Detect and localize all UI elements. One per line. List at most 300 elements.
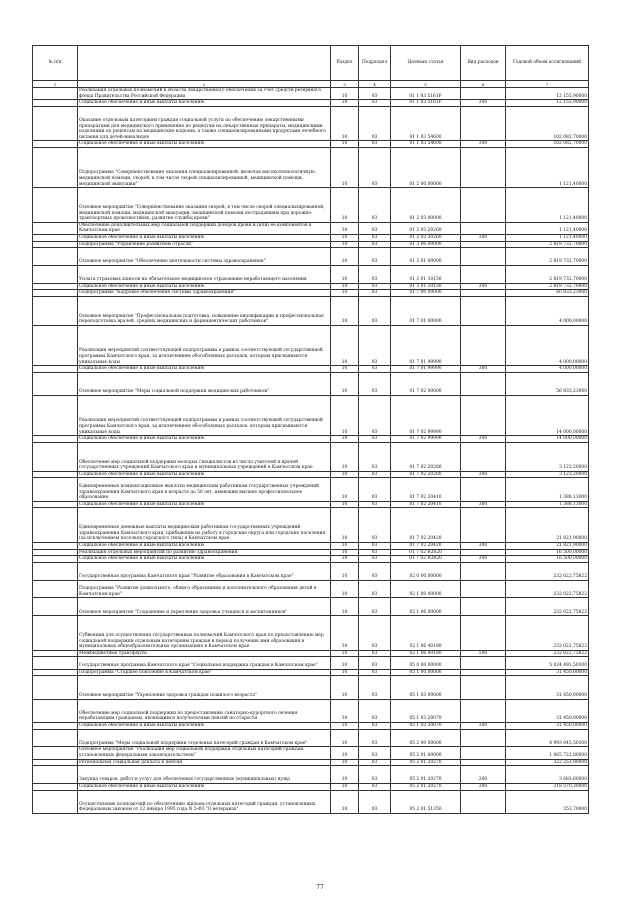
table-row <box>33 722 589 729</box>
row-podrazdel: 03 <box>359 290 391 297</box>
row-amount: 3 123,20000 <box>506 471 589 478</box>
row-podrazdel: 03 <box>359 106 391 141</box>
row-name: Основное мероприятие "Меры социальной поддержки медицинских работников" <box>78 372 331 395</box>
row-number <box>33 396 78 436</box>
row-podrazdel: 03 <box>359 372 391 395</box>
row-csr: 01 7 02 R3820 <box>391 549 461 556</box>
row-podrazdel: 03 <box>359 241 391 248</box>
row-vr <box>461 325 506 365</box>
table-row <box>33 650 589 657</box>
header-name <box>78 46 331 81</box>
row-number <box>33 265 78 283</box>
row-csr: 01 7 02 00000 <box>391 372 461 395</box>
row-csr: 02 1 06 40180 <box>391 616 461 651</box>
row-csr: 01 3 00 00000 <box>391 241 461 248</box>
row-name: Уплата страховых взносов на обязательное медицинское страхование неработающего населения <box>78 265 331 283</box>
table-row <box>33 562 589 580</box>
row-number <box>33 478 78 501</box>
row-number <box>33 616 78 651</box>
row-number <box>33 556 78 563</box>
row-vr <box>461 442 506 471</box>
row-vr: 300 <box>461 366 506 373</box>
row-number <box>33 141 78 148</box>
row-razdel: 10 <box>331 471 359 478</box>
row-amount: 16 500,00000 <box>506 556 589 563</box>
row-razdel: 10 <box>331 222 359 234</box>
row-amount: 56 833,23000 <box>506 372 589 395</box>
row-amount: 102 082,70000 <box>506 141 589 148</box>
row-amount: 4 993 043,50300 <box>506 729 589 747</box>
row-amount: 1 388,13000 <box>506 501 589 508</box>
row-vr: 300 <box>461 783 506 790</box>
row-vr: 300 <box>461 234 506 241</box>
row-razdel: 10 <box>331 783 359 790</box>
row-number <box>33 241 78 248</box>
table-row <box>33 248 589 266</box>
table-row <box>33 396 589 436</box>
row-amount: 2 819 732,70000 <box>506 265 589 283</box>
row-csr: 01 7 00 00000 <box>391 290 461 297</box>
row-razdel: 10 <box>331 88 359 100</box>
row-podrazdel: 03 <box>359 222 391 234</box>
row-podrazdel: 03 <box>359 549 391 556</box>
row-razdel: 10 <box>331 296 359 325</box>
row-name: Обеспечение мер социальной поддержки молодых специалистов из числа учителей и врачей государственных учреждений Камчатского края и муниципальных учреждений в Камчатском крае <box>78 442 331 471</box>
row-podrazdel: 03 <box>359 598 391 616</box>
row-name: Социальное обеспечение и иные выплаты населению <box>78 556 331 563</box>
row-amount: 4 000,00000 <box>506 325 589 365</box>
row-csr: 01 7 02 R3820 <box>391 556 461 563</box>
column-number: 6 <box>461 81 506 88</box>
row-csr: 05 1 03 00000 <box>391 676 461 699</box>
header-no: № п/п <box>33 46 78 81</box>
row-name: Основное мероприятие "Обеспечение деятельности системы здравоохранения" <box>78 248 331 266</box>
row-amount: 232 022,75822 <box>506 650 589 657</box>
row-razdel: 10 <box>331 676 359 699</box>
column-number: 2 <box>78 81 331 88</box>
page-number: 77 <box>316 884 324 891</box>
row-razdel: 10 <box>331 650 359 657</box>
row-amount: 1 065 722,80000 <box>506 747 589 759</box>
row-number <box>33 783 78 790</box>
row-amount: 31 450,00000 <box>506 676 589 699</box>
row-name: Единовременные денежные выплаты медицинским работникам государственных учреждений здравоохранения Камчатского края, прибывшим на работу в городские округа или городские поселения (за исключением поселков городского типа) в Камчатском крае <box>78 508 331 543</box>
row-name: Реализация отдельных мероприятий по развитию здравоохранения <box>78 549 331 556</box>
row-podrazdel: 03 <box>359 234 391 241</box>
row-amount: 21 821,90000 <box>506 543 589 550</box>
row-razdel: 10 <box>331 436 359 443</box>
table-row <box>33 372 589 395</box>
row-amount: 232 022,75822 <box>506 598 589 616</box>
row-podrazdel: 03 <box>359 248 391 266</box>
row-vr <box>461 106 506 141</box>
row-vr <box>461 290 506 297</box>
row-csr: 05 2 01 20270 <box>391 783 461 790</box>
row-number <box>33 442 78 471</box>
row-amount: 21 821,90000 <box>506 508 589 543</box>
row-name: Осуществление полномочий по обеспечению жильем отдельных категорий граждан, установленных Федеральным законом от 12 января 1995 года N 5-ФЗ "О ветеранах" <box>78 790 331 813</box>
row-number <box>33 580 78 598</box>
row-name: Оказание отдельным категориям граждан социальной услуги по обеспечению лекарственными препаратами для медицинского применения по рецептам на лекарственные препараты, медицинскими изделиями по рецептам на медицинские изделия, а также специализированными продуктами лечебного питания для детей-инвалидов <box>78 106 331 141</box>
row-csr: 01 2 03 00000 <box>391 188 461 223</box>
row-razdel: 10 <box>331 234 359 241</box>
row-vr: 300 <box>461 722 506 729</box>
row-razdel: 10 <box>331 729 359 747</box>
table-row <box>33 241 589 248</box>
row-name: Основное мероприятие "Сохранение и укрепление здоровья учащихся и воспитанников" <box>78 598 331 616</box>
row-amount: 12 155,90000 <box>506 88 589 100</box>
row-amount: 4 000,00000 <box>506 366 589 373</box>
row-number <box>33 501 78 508</box>
row-name: Государственная программа Камчатского края "Социальная поддержка граждан в Камчатском крае" <box>78 657 331 669</box>
row-csr: 01 1 03 54600 <box>391 106 461 141</box>
row-number <box>33 729 78 747</box>
row-podrazdel: 03 <box>359 265 391 283</box>
row-podrazdel: 03 <box>359 508 391 543</box>
row-razdel: 10 <box>331 248 359 266</box>
row-number <box>33 508 78 543</box>
row-name: Основное мероприятие "Профессиональная подготовка, повышение квалификации и профессиональная переподготовка врачей, средних медицинских и фармацевтических работников" <box>78 296 331 325</box>
row-vr <box>461 580 506 598</box>
row-razdel: 10 <box>331 283 359 290</box>
row-podrazdel: 03 <box>359 759 391 766</box>
column-number: 7 <box>506 81 589 88</box>
row-name: Подпрограмма "Меры социальной поддержки отдельных категорий граждан в Камчатском крае" <box>78 729 331 747</box>
row-podrazdel: 03 <box>359 790 391 813</box>
row-csr: 01 1 03 54600 <box>391 141 461 148</box>
row-csr: 05 1 03 20070 <box>391 722 461 729</box>
row-podrazdel: 03 <box>359 722 391 729</box>
row-razdel: 10 <box>331 657 359 669</box>
table-row <box>33 783 589 790</box>
table-row <box>33 366 589 373</box>
row-podrazdel: 03 <box>359 141 391 148</box>
row-csr: 01 7 02 20410 <box>391 501 461 508</box>
row-number <box>33 766 78 784</box>
row-vr <box>461 676 506 699</box>
row-csr: 01 3 01 10150 <box>391 265 461 283</box>
table-row <box>33 265 589 283</box>
row-name: Подпрограмма "Совершенствование оказания специализированной, включая высокотехнологичную, медицинской помощи, скорой, в том числе скорой специализированной, медицинской помощи, медицинской эвакуации" <box>78 147 331 187</box>
table-row <box>33 296 589 325</box>
table-row <box>33 580 589 598</box>
table-row <box>33 543 589 550</box>
row-vr <box>461 759 506 766</box>
row-csr: 01 3 01 10150 <box>391 283 461 290</box>
row-podrazdel: 03 <box>359 396 391 436</box>
row-podrazdel: 03 <box>359 676 391 699</box>
row-vr <box>461 222 506 234</box>
row-vr <box>461 747 506 759</box>
row-razdel: 10 <box>331 188 359 223</box>
row-razdel: 10 <box>331 759 359 766</box>
table-row <box>33 442 589 471</box>
row-number <box>33 650 78 657</box>
row-amount: 1 121,40000 <box>506 147 589 187</box>
row-razdel: 10 <box>331 747 359 759</box>
row-podrazdel: 03 <box>359 766 391 784</box>
row-csr: 05 2 01 00000 <box>391 747 461 759</box>
table-row <box>33 657 589 669</box>
table-row <box>33 598 589 616</box>
row-vr: 300 <box>461 471 506 478</box>
row-number <box>33 669 78 676</box>
row-csr: 01 7 02 99990 <box>391 436 461 443</box>
row-podrazdel: 03 <box>359 436 391 443</box>
row-csr: 01 3 01 00000 <box>391 248 461 266</box>
row-amount: 14 000,00000 <box>506 396 589 436</box>
row-number <box>33 147 78 187</box>
row-podrazdel: 03 <box>359 471 391 478</box>
header-razdel: Раздел <box>331 46 359 81</box>
row-csr: 01 7 02 20420 <box>391 543 461 550</box>
row-vr <box>461 790 506 813</box>
header-vr: Вид расходов <box>461 46 506 81</box>
row-podrazdel: 03 <box>359 747 391 759</box>
row-number <box>33 290 78 297</box>
row-podrazdel: 03 <box>359 650 391 657</box>
table-row <box>33 188 589 223</box>
row-vr <box>461 241 506 248</box>
row-number <box>33 722 78 729</box>
row-vr <box>461 616 506 651</box>
row-razdel: 10 <box>331 790 359 813</box>
table-row <box>33 616 589 651</box>
row-name: Социальное обеспечение и иные выплаты населению <box>78 100 331 107</box>
row-name: Реализация мероприятий соответствующей подпрограммы в рамках соответствующей государственной программы Камчатского края, за исключением обособленных расходов, которым присваиваются уникальные коды <box>78 325 331 365</box>
row-csr: 01 1 03 5161F <box>391 100 461 107</box>
row-name: Подпрограмма "Управление развитием отрасли" <box>78 241 331 248</box>
table-row <box>33 766 589 784</box>
row-name: Социальное обеспечение и иные выплаты населению <box>78 141 331 148</box>
row-amount: 5 024 493,50300 <box>506 657 589 669</box>
row-podrazdel: 03 <box>359 147 391 187</box>
row-csr: 05 1 00 00000 <box>391 669 461 676</box>
row-vr: 300 <box>461 100 506 107</box>
column-number: 3 <box>331 81 359 88</box>
column-number: 1 <box>33 81 78 88</box>
row-razdel: 10 <box>331 580 359 598</box>
row-csr: 01 1 03 5161F <box>391 88 461 100</box>
row-razdel: 10 <box>331 372 359 395</box>
row-number <box>33 562 78 580</box>
table-row <box>33 501 589 508</box>
row-amount: 1 388,13000 <box>506 478 589 501</box>
table-row <box>33 222 589 234</box>
row-csr: 02 1 06 40180 <box>391 650 461 657</box>
row-vr <box>461 396 506 436</box>
table-row <box>33 669 589 676</box>
row-amount: 14 000,00000 <box>506 436 589 443</box>
row-podrazdel: 03 <box>359 543 391 550</box>
row-amount: 232 022,75822 <box>506 562 589 580</box>
row-razdel: 10 <box>331 442 359 471</box>
row-number <box>33 372 78 395</box>
table-row <box>33 141 589 148</box>
row-csr: 01 7 02 99990 <box>391 396 461 436</box>
row-podrazdel: 03 <box>359 283 391 290</box>
row-name: Государственная программа Камчатского края "Развитие образования в Камчатском крае" <box>78 562 331 580</box>
row-razdel: 10 <box>331 669 359 676</box>
row-amount: 2 819 732,70000 <box>506 248 589 266</box>
row-razdel: 10 <box>331 543 359 550</box>
row-razdel: 10 <box>331 508 359 543</box>
row-amount: 1 121,40000 <box>506 234 589 241</box>
column-number-row <box>33 81 589 88</box>
table-row <box>33 790 589 813</box>
table-row <box>33 478 589 501</box>
row-csr: 01 7 02 20420 <box>391 508 461 543</box>
row-podrazdel: 03 <box>359 669 391 676</box>
row-name: Социальное обеспечение и иные выплаты населению <box>78 783 331 790</box>
table-row <box>33 88 589 100</box>
row-podrazdel: 03 <box>359 699 391 722</box>
row-number <box>33 657 78 669</box>
row-vr <box>461 147 506 187</box>
row-csr: 01 2 03 20260 <box>391 234 461 241</box>
row-podrazdel: 03 <box>359 296 391 325</box>
row-number <box>33 100 78 107</box>
row-name: Социальное обеспечение и иные выплаты населению <box>78 366 331 373</box>
row-amount: 318 570,30000 <box>506 783 589 790</box>
row-razdel: 10 <box>331 147 359 187</box>
table-row <box>33 234 589 241</box>
row-csr: 01 7 01 99990 <box>391 366 461 373</box>
row-vr <box>461 296 506 325</box>
table-row <box>33 100 589 107</box>
row-csr: 02 0 00 00000 <box>391 562 461 580</box>
column-number: 4 <box>359 81 391 88</box>
row-razdel: 10 <box>331 549 359 556</box>
row-amount: 3 123,20000 <box>506 442 589 471</box>
row-vr: 300 <box>461 141 506 148</box>
row-razdel: 10 <box>331 100 359 107</box>
row-number <box>33 471 78 478</box>
row-podrazdel: 03 <box>359 442 391 471</box>
row-podrazdel: 03 <box>359 501 391 508</box>
row-podrazdel: 03 <box>359 580 391 598</box>
row-podrazdel: 03 <box>359 783 391 790</box>
row-number <box>33 676 78 699</box>
table-row <box>33 676 589 699</box>
row-amount: 353,70000 <box>506 790 589 813</box>
row-name: Социальное обеспечение и иные выплаты населению <box>78 543 331 550</box>
row-razdel: 10 <box>331 141 359 148</box>
row-razdel: 10 <box>331 366 359 373</box>
row-number <box>33 325 78 365</box>
row-razdel: 10 <box>331 556 359 563</box>
row-csr: 05 2 01 20270 <box>391 766 461 784</box>
row-vr <box>461 657 506 669</box>
row-csr: 01 7 01 00000 <box>391 296 461 325</box>
table-row <box>33 436 589 443</box>
row-csr: 05 2 00 00000 <box>391 729 461 747</box>
row-vr: 300 <box>461 556 506 563</box>
row-podrazdel: 03 <box>359 616 391 651</box>
row-name: Субвенции для осуществления государственных полномочий Камчатского края по предоставлению мер социальной поддержки отдельным категориям граждан в период получения ими образования в муниципальных общеобразовательных организациях в Камчатском крае <box>78 616 331 651</box>
row-podrazdel: 03 <box>359 88 391 100</box>
row-amount: 31 450,00000 <box>506 669 589 676</box>
row-vr: 300 <box>461 436 506 443</box>
row-name: Подпрограмма "Старшее поколение в Камчатском крае" <box>78 669 331 676</box>
table-row <box>33 325 589 365</box>
budget-table <box>32 45 589 814</box>
table-row <box>33 549 589 556</box>
row-csr: 01 7 02 20410 <box>391 478 461 501</box>
row-razdel: 10 <box>331 106 359 141</box>
row-name: Основное мероприятие "Укрепление здоровья граждан пожилого возраста" <box>78 676 331 699</box>
row-podrazdel: 03 <box>359 562 391 580</box>
row-vr: 500 <box>461 650 506 657</box>
row-name: Социальное обеспечение и иные выплаты населению <box>78 283 331 290</box>
row-number <box>33 188 78 223</box>
row-podrazdel: 03 <box>359 478 391 501</box>
row-razdel: 10 <box>331 265 359 283</box>
row-number <box>33 598 78 616</box>
row-vr <box>461 549 506 556</box>
row-csr: 02 1 06 00000 <box>391 598 461 616</box>
row-razdel: 10 <box>331 699 359 722</box>
row-amount: 2 819 732,70000 <box>506 283 589 290</box>
row-podrazdel: 03 <box>359 188 391 223</box>
row-name: Межбюджетные трансферты <box>78 650 331 657</box>
row-name: Подпрограмма "Развитие дошкольного, общего образования и дополнительного образования детей в Камчатском крае" <box>78 580 331 598</box>
row-name: Единовременные компенсационные выплаты медицинским работникам государственных учреждений здравоохранения Камчатского края в возрасте до 50 лет, имеющим высшее профессиональное образование <box>78 478 331 501</box>
row-csr: 05 2 01 20270 <box>391 759 461 766</box>
row-number <box>33 106 78 141</box>
row-number <box>33 234 78 241</box>
row-name: Социальное обеспечение и иные выплаты населению <box>78 436 331 443</box>
row-number <box>33 790 78 813</box>
row-vr <box>461 188 506 223</box>
row-number <box>33 549 78 556</box>
row-number <box>33 366 78 373</box>
row-podrazdel: 03 <box>359 366 391 373</box>
row-amount: 232 022,75822 <box>506 616 589 651</box>
table-row <box>33 759 589 766</box>
row-number <box>33 283 78 290</box>
table-row <box>33 747 589 759</box>
row-vr <box>461 88 506 100</box>
row-name: Социальное обеспечение и иные выплаты населению <box>78 471 331 478</box>
row-amount: 12 155,90000 <box>506 100 589 107</box>
table-row <box>33 106 589 141</box>
row-vr <box>461 265 506 283</box>
row-number <box>33 747 78 759</box>
row-number <box>33 222 78 234</box>
row-vr <box>461 729 506 747</box>
row-number <box>33 436 78 443</box>
row-razdel: 10 <box>331 396 359 436</box>
header-amount: Годовой объем ассигнований <box>506 46 589 81</box>
header-row <box>33 46 589 81</box>
row-podrazdel: 03 <box>359 556 391 563</box>
table-row <box>33 290 589 297</box>
header-podrazdel: Подраздел <box>359 46 391 81</box>
row-razdel: 10 <box>331 598 359 616</box>
row-amount: 102 082,70000 <box>506 106 589 141</box>
row-name: Основное мероприятие "Реализация мер социальной поддержки отдельных категорий граждан, установленных федеральным законодательством" <box>78 747 331 759</box>
row-vr <box>461 478 506 501</box>
row-podrazdel: 03 <box>359 100 391 107</box>
row-razdel: 10 <box>331 241 359 248</box>
header-csr: Целевая статья <box>391 46 461 81</box>
column-number: 5 <box>391 81 461 88</box>
row-name: Социальное обеспечение и иные выплаты населению <box>78 722 331 729</box>
row-amount: 1 121,40000 <box>506 222 589 234</box>
row-podrazdel: 03 <box>359 325 391 365</box>
row-razdel: 10 <box>331 501 359 508</box>
